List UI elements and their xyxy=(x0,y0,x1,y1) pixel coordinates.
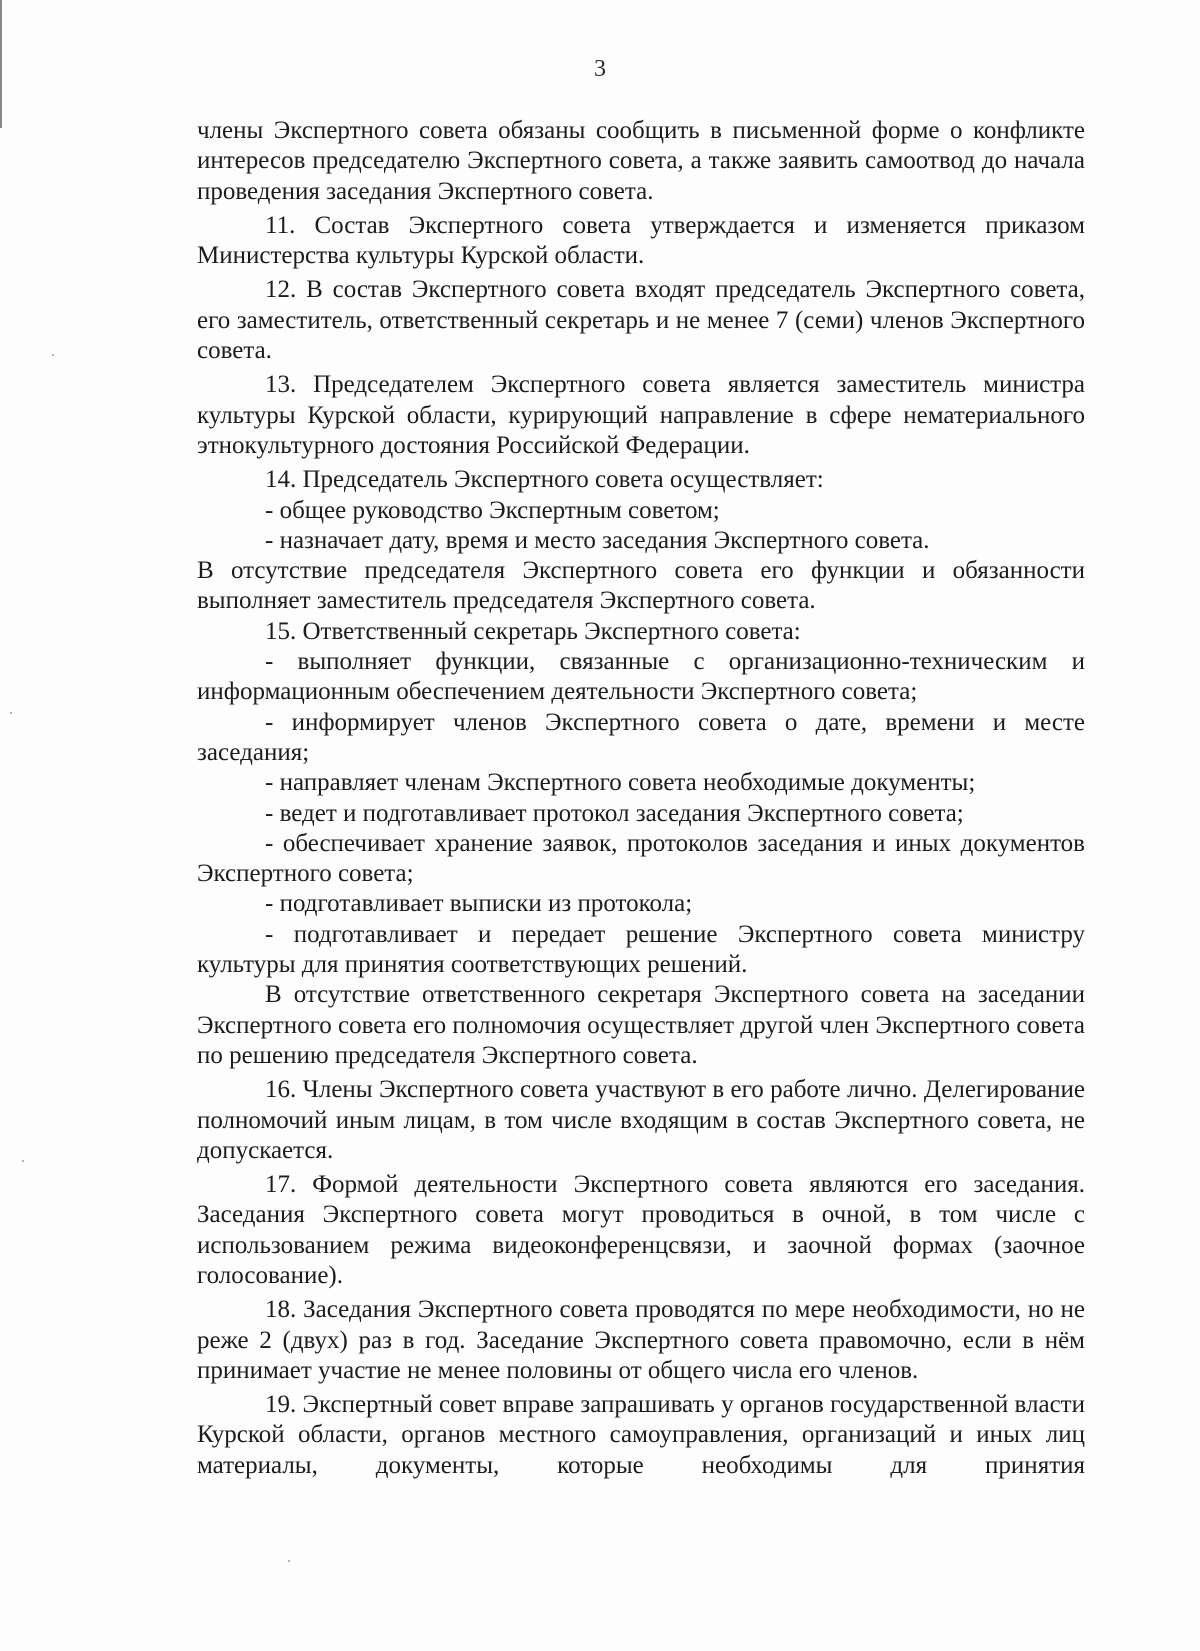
list-item: - подготавливает выписки из протокола; xyxy=(265,890,693,918)
document-body xyxy=(197,116,1085,1481)
paragraph-item-16: 16. Члены Экспертного совета участвуют в его работе лично. Делегирование полномочий иным лицам, в том числе входящим в состав Экспертного совета, не допускается. xyxy=(197,1076,1085,1164)
list-item: - ведет и подготавливает протокол заседания Экспертного совета; xyxy=(265,799,964,827)
paragraph-item-18: 18. Заседания Экспертного совета проводятся по мере необходимости, но не реже 2 (двух) раз в год. Заседание Экспертного совета правомочно, если в нём принимает участие не менее половины от общего числа его членов. xyxy=(197,1296,1085,1384)
paragraph-item-15: 15. Ответственный секретарь Экспертного совета: xyxy=(265,617,801,645)
paragraph-item-14: 14. Председатель Экспертного совета осуществляет: xyxy=(265,466,824,494)
list-item: - назначает дату, время и место заседания Экспертного совета. xyxy=(265,526,930,554)
paragraph-item-13: 13. Председателем Экспертного совета является заместитель министра культуры Курской области, курирующий направление в сфере нематериального этнокультурного достояния Российской Федерации. xyxy=(197,371,1085,459)
list-item: - подготавливает и передает решение Экспертного совета министру культуры для принятия соответствующих решений. xyxy=(197,920,1085,979)
list-item: - информирует членов Экспертного совета о дате, времени и месте заседания; xyxy=(197,708,1085,766)
list-item: - обеспечивает хранение заявок, протоколов заседания и иных документов Экспертного совета; xyxy=(197,829,1085,888)
paragraph: В отсутствие ответственного секретаря Экспертного совета на заседании Экспертного совета его полномочия осуществляет другой член Экспертного совета по решению председателя Экспертного совета. xyxy=(197,981,1085,1069)
paragraph-item-17: 17. Формой деятельности Экспертного совета являются его заседания. Заседания Экспертного совета могут проводиться в очной, в том числе с использованием режима видеоконференцсвязи, и заочной формах (заочное голосование). xyxy=(197,1171,1085,1289)
paragraph-item-11: 11. Состав Экспертного совета утверждается и изменяется приказом Министерства культуры Курской области. xyxy=(197,211,1085,270)
paragraph: В отсутствие председателя Экспертного совета его функции и обязанности выполняет заместитель председателя Экспертного совета. xyxy=(197,557,1085,615)
list-item: - направляет членам Экспертного совета необходимые документы; xyxy=(265,769,976,797)
scan-speck xyxy=(22,1160,24,1162)
page-number: 3 xyxy=(594,56,606,82)
paragraph-item-12: 12. В состав Экспертного совета входят председатель Экспертного совета, его заместитель, ответственный секретарь и не менее 7 (семи) членов Экспертного совета. xyxy=(197,276,1085,365)
list-item: - общее руководство Экспертным советом; xyxy=(265,496,720,524)
scan-speck xyxy=(288,1560,290,1562)
list-item: - выполняет функции, связанные с организационно-техническим и информационным обеспечением деятельности Экспертного совета; xyxy=(197,648,1085,706)
scan-speck xyxy=(52,354,54,356)
scan-speck xyxy=(10,712,12,714)
paragraph-item-19: 19. Экспертный совет вправе запрашивать у органов государственной власти Курской области, органов местного самоуправления, организаций и иных лиц материалы, документы, которые необходимы для принятия xyxy=(197,1391,1085,1479)
paragraph-continuation: члены Экспертного совета обязаны сообщить в письменной форме о конфликте интересов председателю Экспертного совета, а также заявить самоотвод до начала проведения заседания Экспертного совета. xyxy=(197,117,1085,205)
